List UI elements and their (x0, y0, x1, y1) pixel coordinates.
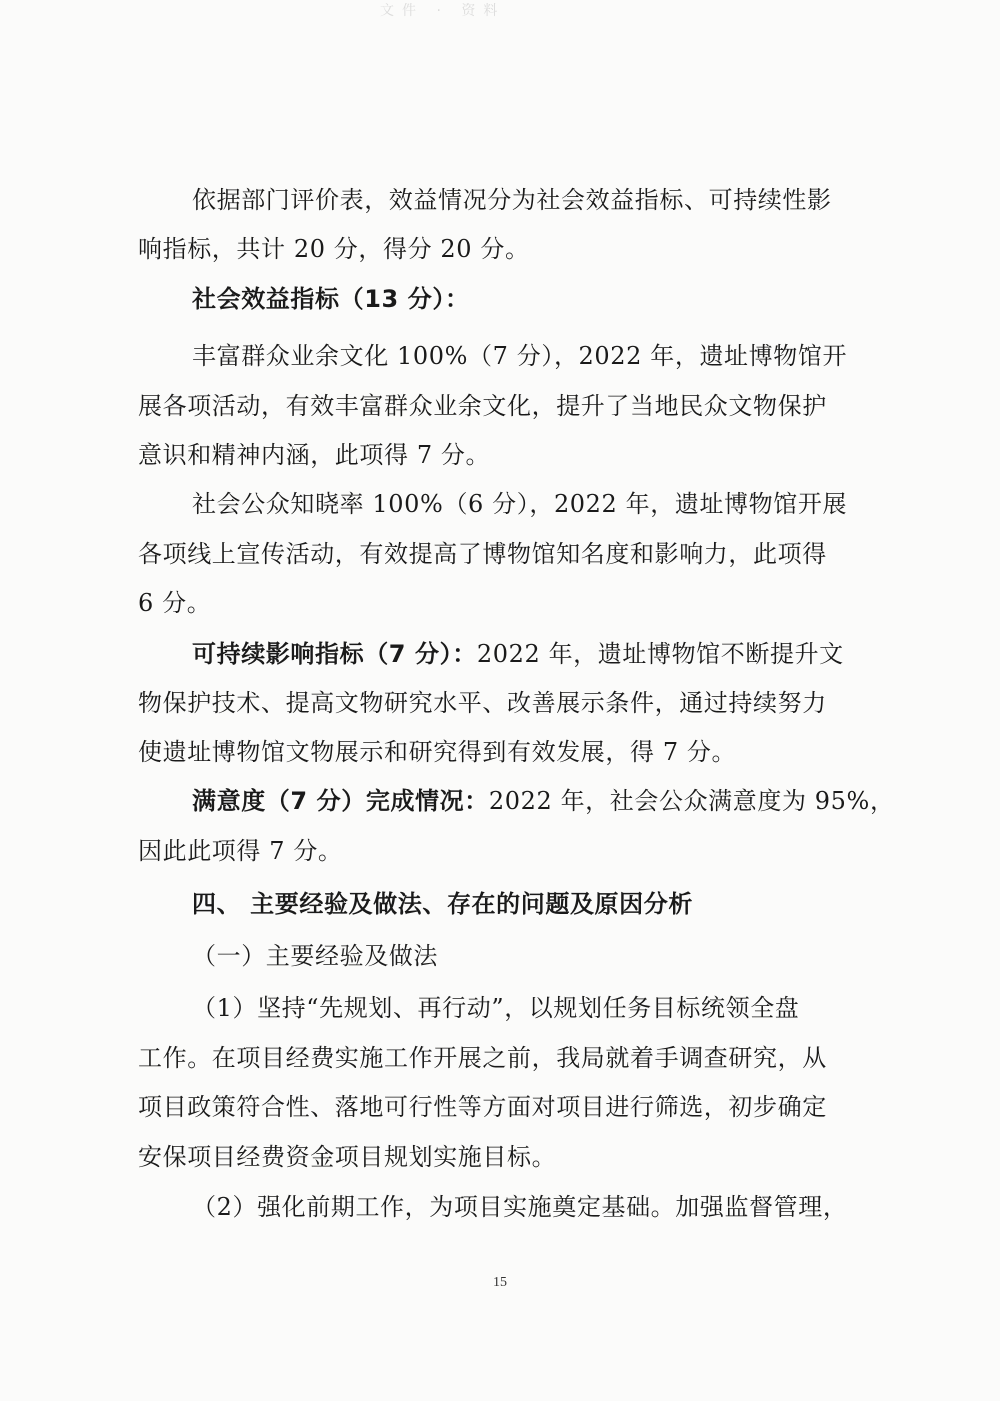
paragraph-line: （1）坚持“先规划、再行动”，以规划任务目标统领全盘 (192, 994, 800, 1022)
section-heading: 四、 主要经验及做法、存在的问题及原因分析 (192, 890, 693, 918)
paragraph-line: 项目政策符合性、落地可行性等方面对项目进行筛选，初步确定 (138, 1093, 827, 1121)
inline-text: 2022 年，社会公众满意度为 95%， (488, 787, 895, 815)
paragraph-line: 展各项活动，有效丰富群众业余文化，提升了当地民众文物保护 (138, 392, 827, 420)
paragraph-line: 6 分。 (138, 589, 212, 617)
inline-bold-label: 可持续影响指标（7 分）： (192, 640, 477, 668)
paragraph-line: 各项线上宣传活动，有效提高了博物馆知名度和影响力，此项得 (138, 540, 827, 568)
paragraph-line: 使遗址博物馆文物展示和研究得到有效发展，得 7 分。 (138, 738, 737, 766)
paragraph-line: 社会公众知晓率 100%（6 分），2022 年，遗址博物馆开展 (192, 490, 848, 518)
inline-bold-label: 满意度（7 分）完成情况： (192, 787, 489, 815)
paragraph-line: 丰富群众业余文化 100%（7 分），2022 年，遗址博物馆开 (192, 342, 848, 370)
paragraph-line: 依据部门评价表，效益情况分为社会效益指标、可持续性影 (192, 186, 832, 214)
section-subheading: 社会效益指标（13 分）： (192, 285, 470, 313)
page-number: 15 (493, 1275, 507, 1290)
paragraph-line: 安保项目经费资金项目规划实施目标。 (138, 1143, 557, 1171)
paragraph-line: 意识和精神内涵，此项得 7 分。 (138, 441, 491, 469)
subsection-heading: （一）主要经验及做法 (192, 942, 438, 970)
paragraph-line-mixed (192, 634, 932, 674)
show-through-text: 文件 · 资料 (380, 3, 506, 19)
inline-text: 2022 年，遗址博物馆不断提升文 (476, 640, 844, 668)
paragraph-line: （2）强化前期工作，为项目实施奠定基础。加强监督管理， (192, 1193, 848, 1221)
paragraph-line: 响指标，共计 20 分，得分 20 分。 (138, 235, 530, 263)
paragraph-line: 物保护技术、提高文物研究水平、改善展示条件，通过持续努力 (138, 689, 827, 717)
paragraph-line-mixed (192, 781, 932, 821)
paragraph-line: 因此此项得 7 分。 (138, 837, 343, 865)
paragraph-line: 工作。在项目经费实施工作开展之前，我局就着手调查研究，从 (138, 1044, 827, 1072)
